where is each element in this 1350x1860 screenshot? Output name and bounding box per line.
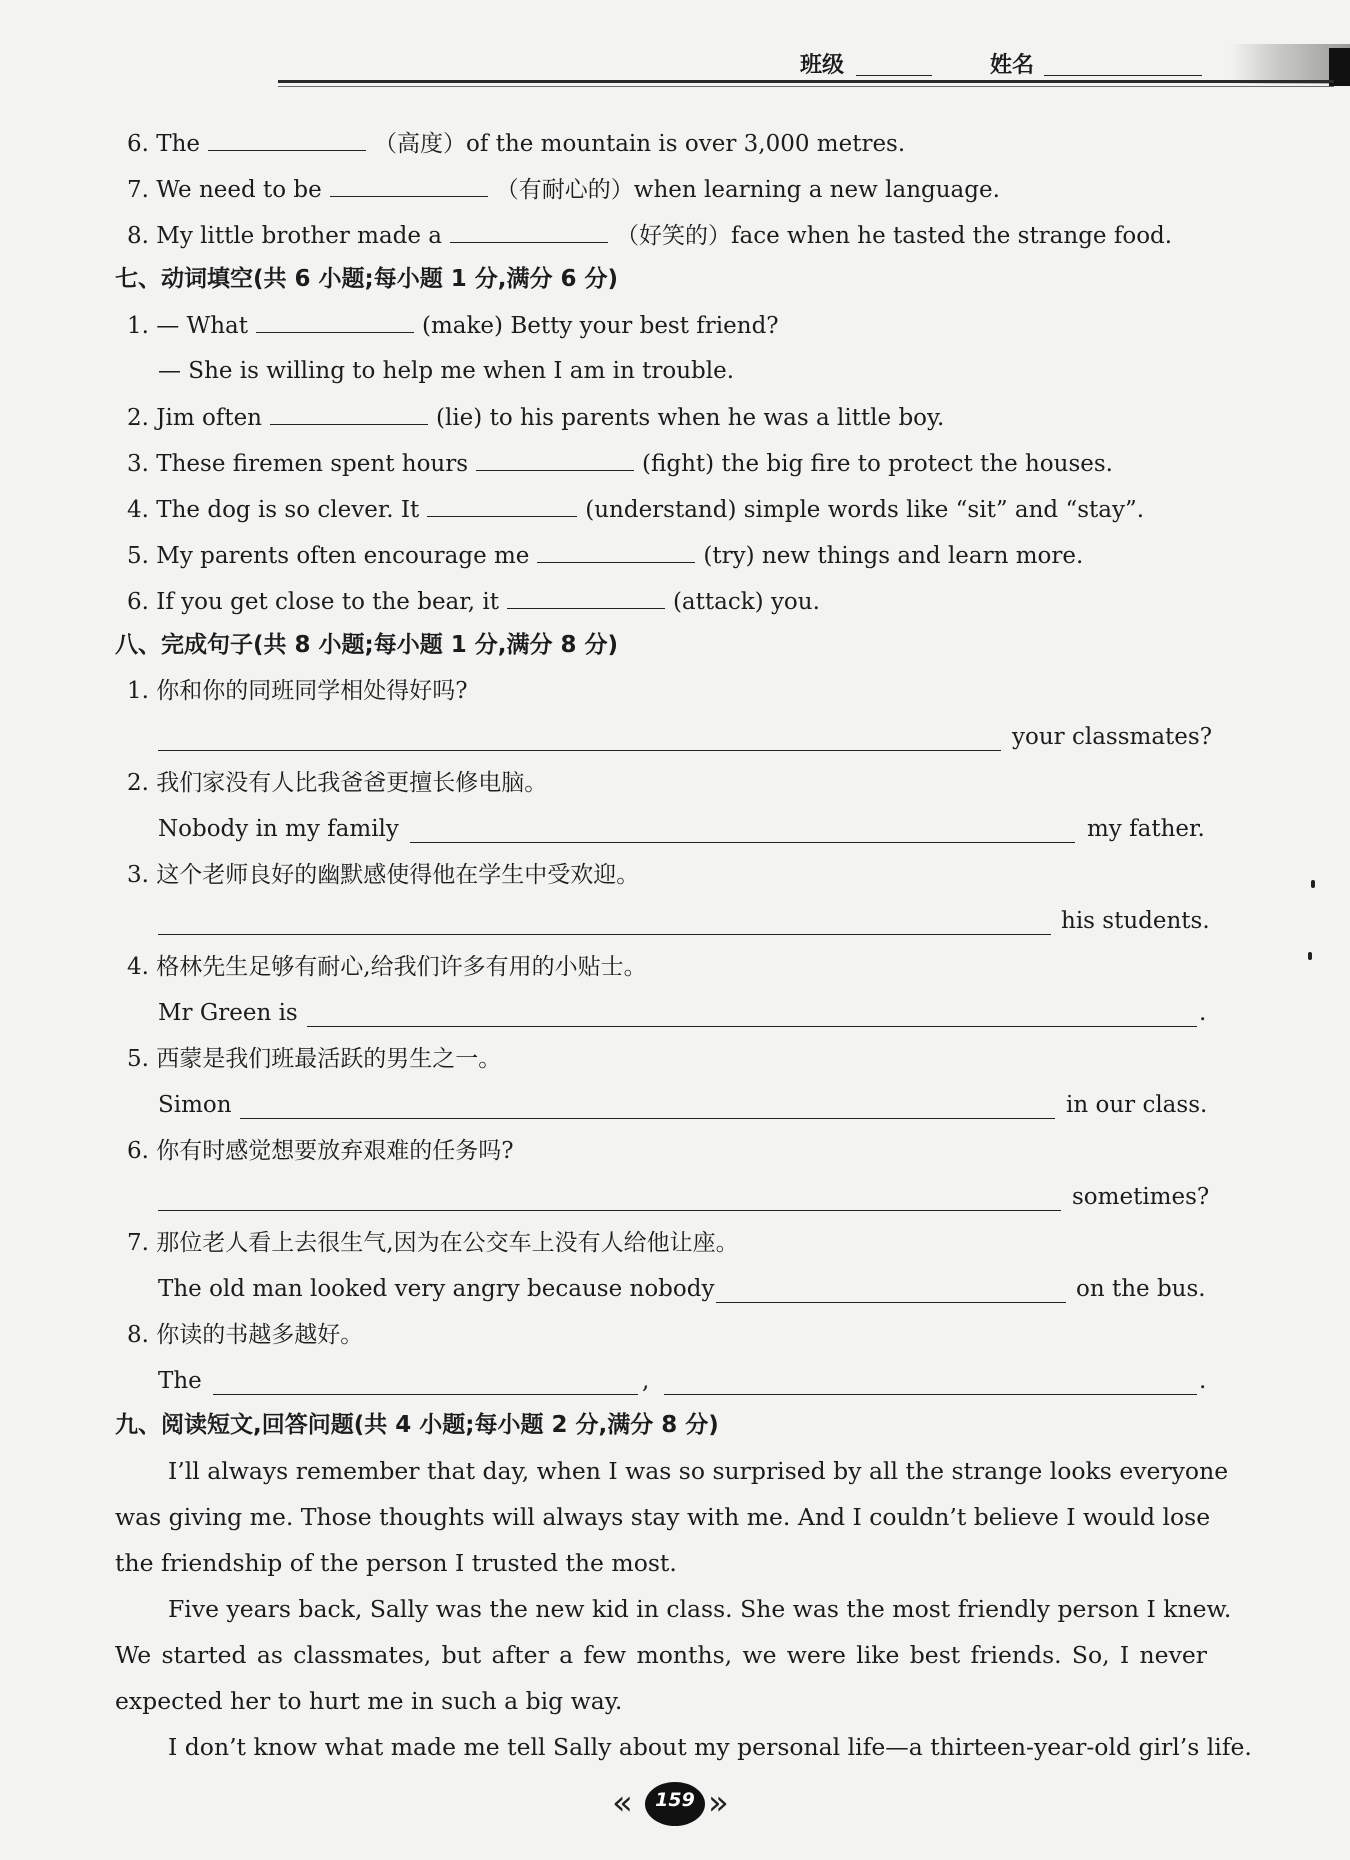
- section-8-title: 八、完成句子(共 8 小题;每小题 1 分,满分 8 分): [115, 632, 619, 658]
- translation-prompt: 5. 西蒙是我们班最活跃的男生之一。: [127, 1046, 502, 1072]
- sentence-end: .: [1199, 1000, 1207, 1026]
- answer-blank[interactable]: [270, 402, 428, 425]
- class-label: 班级: [800, 53, 845, 78]
- translation-prompt: 7. 那位老人看上去很生气,因为在公交车上没有人给他让座。: [127, 1230, 739, 1256]
- header-rule: [278, 80, 1334, 83]
- fill-item: 6. If you get close to the bear, it (attack) you.: [127, 586, 820, 617]
- fill-item: 1. — What (make) Betty your best friend?: [127, 310, 779, 341]
- answer-blank[interactable]: [256, 310, 414, 333]
- answer-line[interactable]: [158, 933, 1051, 935]
- translation-prompt: 1. 你和你的同班同学相处得好吗?: [127, 678, 468, 704]
- answer-line[interactable]: [158, 749, 1001, 751]
- class-blank: [856, 75, 932, 76]
- chevron-right-icon: »: [708, 1783, 729, 1823]
- translation-prompt: 3. 这个老师良好的幽默感使得他在学生中受欢迎。: [127, 862, 640, 888]
- sentence-lead: The old man looked very angry because nobody: [158, 1276, 715, 1302]
- answer-line[interactable]: [158, 1209, 1061, 1211]
- fill-item: 7. We need to be （有耐心的）when learning a new language.: [127, 174, 1000, 205]
- answer-line[interactable]: [307, 1025, 1197, 1027]
- sentence-end: sometimes?: [1072, 1184, 1210, 1210]
- page-number-badge: [610, 1780, 740, 1830]
- reading-line: was giving me. Those thoughts will always stay with me. And I couldn’t believe I would lose: [115, 1503, 1211, 1531]
- section-9-title: 九、阅读短文,回答问题(共 4 小题;每小题 2 分,满分 8 分): [115, 1412, 719, 1438]
- sentence-lead: The: [158, 1368, 202, 1394]
- chevron-left-icon: «: [612, 1783, 633, 1823]
- sentence-comma: ,: [642, 1368, 650, 1394]
- fill-item: 4. The dog is so clever. It (understand) simple words like “sit” and “stay”.: [127, 494, 1144, 525]
- reading-line: I don’t know what made me tell Sally about my personal life—a thirteen-year-old girl’s life.: [168, 1733, 1252, 1761]
- translation-prompt: 4. 格林先生足够有耐心,给我们许多有用的小贴士。: [127, 954, 647, 980]
- dialogue-response: — She is willing to help me when I am in trouble.: [158, 358, 735, 384]
- section-7-title: 七、动词填空(共 6 小题;每小题 1 分,满分 6 分): [115, 266, 619, 292]
- fill-item: 8. My little brother made a （好笑的）face when he tasted the strange food.: [127, 220, 1172, 251]
- answer-line[interactable]: [213, 1393, 638, 1395]
- answer-blank[interactable]: [330, 174, 488, 197]
- sentence-lead: Mr Green is: [158, 1000, 298, 1026]
- answer-line[interactable]: [410, 841, 1075, 843]
- fill-item: 2. Jim often (lie) to his parents when he was a little boy.: [127, 402, 944, 433]
- sentence-end: my father.: [1087, 816, 1205, 842]
- name-label: 姓名: [990, 53, 1035, 78]
- sentence-lead: Simon: [158, 1092, 232, 1118]
- answer-blank[interactable]: [427, 494, 577, 517]
- translation-prompt: 8. 你读的书越多越好。: [127, 1322, 364, 1348]
- margin-mark: [1308, 952, 1312, 960]
- sentence-lead: Nobody in my family: [158, 816, 399, 842]
- reading-line: I’ll always remember that day, when I was so surprised by all the strange looks everyone: [168, 1457, 1229, 1485]
- fill-item: 5. My parents often encourage me (try) new things and learn more.: [127, 540, 1083, 571]
- answer-line[interactable]: [664, 1393, 1197, 1395]
- answer-blank[interactable]: [537, 540, 695, 563]
- sentence-end: in our class.: [1066, 1092, 1208, 1118]
- sentence-end: your classmates?: [1012, 724, 1213, 750]
- page-header: [0, 0, 1350, 90]
- page-number: 159: [655, 1789, 695, 1811]
- answer-blank[interactable]: [208, 128, 366, 151]
- answer-blank[interactable]: [476, 448, 634, 471]
- reading-line: Five years back, Sally was the new kid in class. She was the most friendly person I knew.: [168, 1595, 1232, 1623]
- sentence-end: .: [1199, 1368, 1207, 1394]
- fill-item: 6. The （高度）of the mountain is over 3,000 metres.: [127, 128, 905, 159]
- reading-line: We started as classmates, but after a few months, we were like best friends. So, I never: [115, 1641, 1207, 1669]
- margin-mark: [1311, 880, 1315, 888]
- name-blank: [1044, 75, 1202, 76]
- answer-blank[interactable]: [507, 586, 665, 609]
- fill-item: 3. These firemen spent hours (fight) the big fire to protect the houses.: [127, 448, 1113, 479]
- header-rule-thin: [278, 86, 1334, 87]
- translation-prompt: 6. 你有时感觉想要放弃艰难的任务吗?: [127, 1138, 514, 1164]
- translation-prompt: 2. 我们家没有人比我爸爸更擅长修电脑。: [127, 770, 548, 796]
- reading-line: expected her to hurt me in such a big way.: [115, 1687, 623, 1715]
- answer-blank[interactable]: [450, 220, 608, 243]
- answer-line[interactable]: [240, 1117, 1055, 1119]
- reading-line: the friendship of the person I trusted the most.: [115, 1549, 677, 1577]
- sentence-end: on the bus.: [1076, 1276, 1206, 1302]
- answer-line[interactable]: [716, 1301, 1066, 1303]
- sentence-end: his students.: [1061, 908, 1210, 934]
